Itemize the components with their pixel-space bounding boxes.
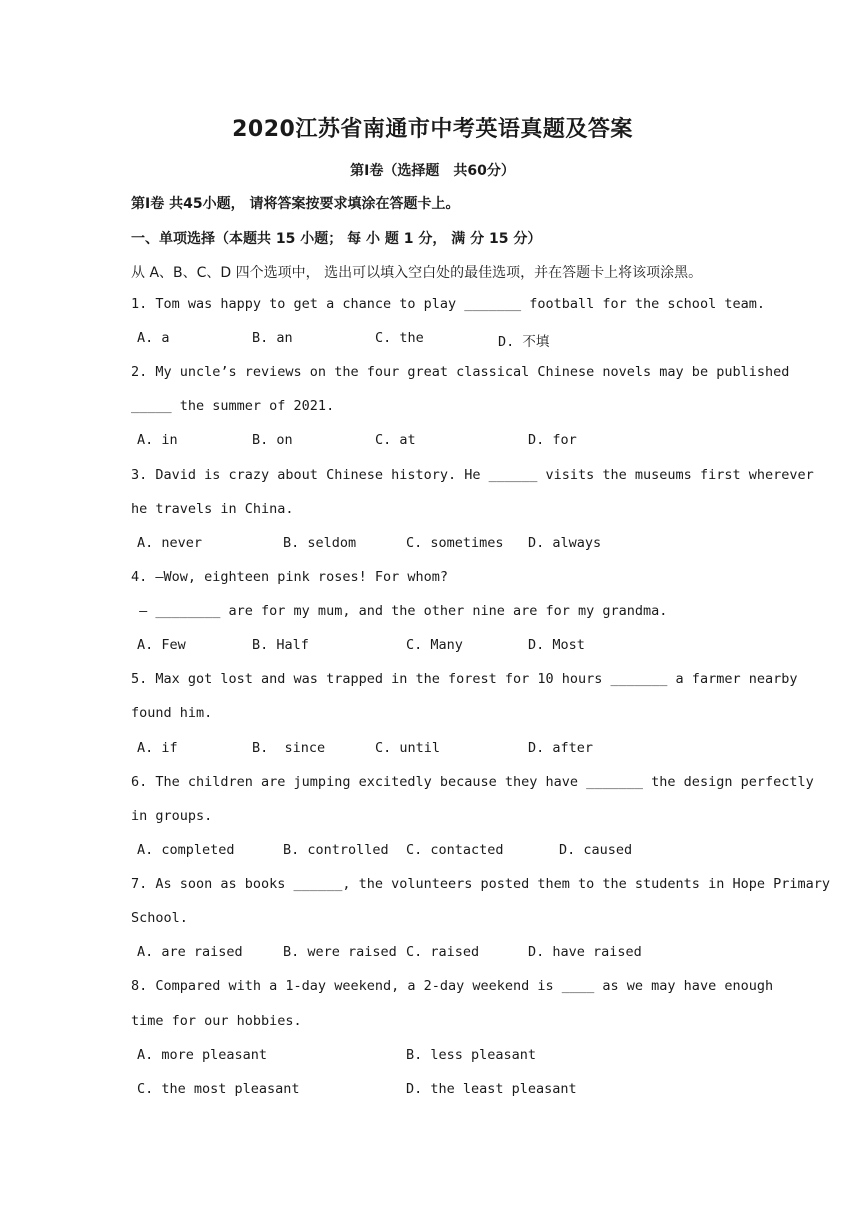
option-b: B. less pleasant <box>406 1047 537 1063</box>
question-7-line-2: School. <box>131 910 188 926</box>
option-b: B. an <box>252 330 293 346</box>
option-a: A. if <box>137 740 178 756</box>
option-a: A. a <box>137 330 170 346</box>
section-heading: 一、单项选择（本题共 15 小题； 每 小 题 1 分， 满 分 15 分） <box>131 231 542 247</box>
question-4-line-1: 4. —Wow, eighteen pink roses! For whom? <box>131 569 448 585</box>
option-c: C. sometimes <box>406 535 504 551</box>
option-c: C. raised <box>406 944 480 960</box>
intro-text: 第Ⅰ卷 共45小题， 请将答案按要求填涂在答题卡上。 <box>131 196 460 212</box>
option-b: B. were raised <box>283 944 397 960</box>
option-b: B. seldom <box>283 535 357 551</box>
question-7-line-1: 7. As soon as books ______, the volunteers posted them to the students in Hope Primary <box>131 876 830 892</box>
option-d: D. caused <box>559 842 633 858</box>
option-b: B. since <box>252 740 326 756</box>
question-3-line-1: 3. David is crazy about Chinese history. He ______ visits the museums first wherever <box>131 467 814 483</box>
option-d: D. have raised <box>528 944 642 960</box>
option-d: D. always <box>528 535 602 551</box>
option-c: C. the most pleasant <box>137 1081 300 1097</box>
question-5-line-2: found him. <box>131 705 213 721</box>
question-1-line-1: 1. Tom was happy to get a chance to play _______ football for the school team. <box>131 296 765 312</box>
option-a: A. in <box>137 432 178 448</box>
question-8-line-1: 8. Compared with a 1-day weekend, a 2-day weekend is ____ as we may have enough <box>131 978 774 994</box>
option-a: A. never <box>137 535 203 551</box>
option-b: B. controlled <box>283 842 389 858</box>
option-c: C. at <box>375 432 416 448</box>
option-a: A. Few <box>137 637 186 653</box>
option-c: C. Many <box>406 637 463 653</box>
question-2-line-1: 2. My uncle’s reviews on the four great classical Chinese novels may be published <box>131 364 790 380</box>
question-3-line-2: he travels in China. <box>131 501 294 517</box>
option-c: C. contacted <box>406 842 504 858</box>
option-d: D. the least pleasant <box>406 1081 577 1097</box>
question-5-line-1: 5. Max got lost and was trapped in the forest for 10 hours _______ a farmer nearby <box>131 671 798 687</box>
page-subtitle: 第Ⅰ卷（选择题 共60分） <box>350 163 515 179</box>
option-c: C. until <box>375 740 441 756</box>
option-d: D. 不填 <box>498 334 550 350</box>
option-a: A. more pleasant <box>137 1047 268 1063</box>
option-d: D. Most <box>528 637 585 653</box>
option-a: A. completed <box>137 842 235 858</box>
option-a: A. are raised <box>137 944 243 960</box>
question-4-line-2: — ________ are for my mum, and the other nine are for my grandma. <box>131 603 668 619</box>
question-6-line-1: 6. The children are jumping excitedly because they have _______ the design perfectly <box>131 774 814 790</box>
option-b: B. Half <box>252 637 309 653</box>
option-d: D. for <box>528 432 577 448</box>
option-b: B. on <box>252 432 293 448</box>
instruction-text: 从 A、B、C、D 四个选项中， 选出可以填入空白处的最佳选项，并在答题卡上将该项涂黑。 <box>131 265 703 281</box>
page-title: 2020江苏省南通市中考英语真题及答案 <box>232 117 633 142</box>
question-2-line-2: _____ the summer of 2021. <box>131 398 335 414</box>
option-d: D. after <box>528 740 594 756</box>
question-6-line-2: in groups. <box>131 808 213 824</box>
question-8-line-2: time for our hobbies. <box>131 1013 302 1029</box>
option-c: C. the <box>375 330 424 346</box>
